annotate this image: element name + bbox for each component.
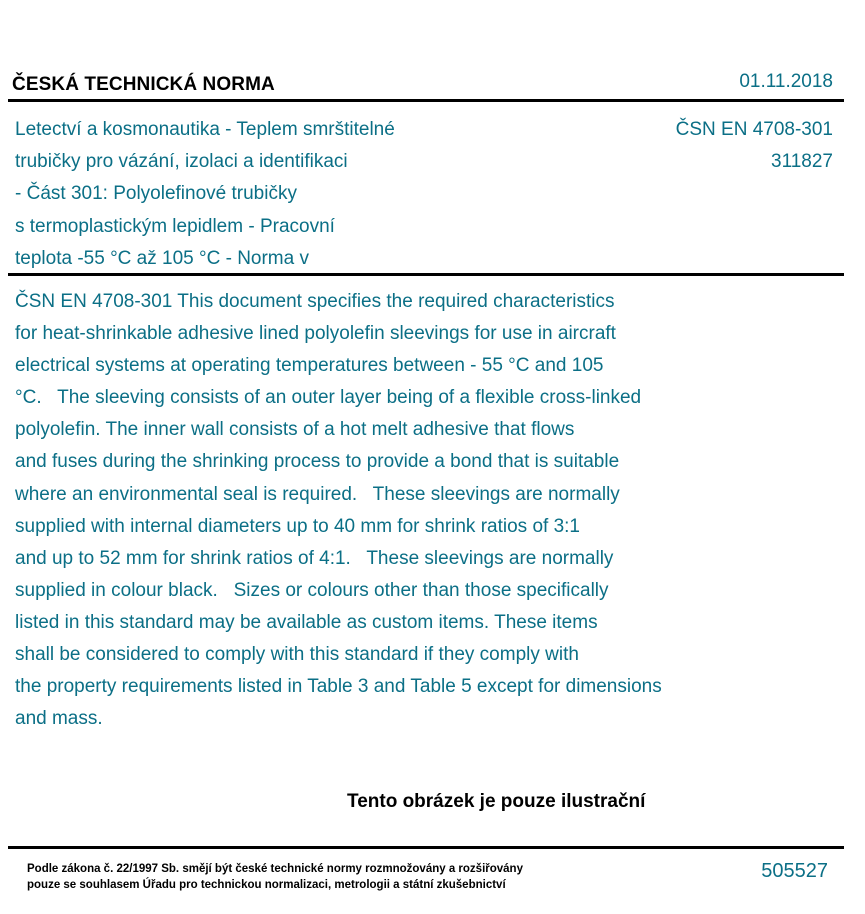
standard-title-line: teplota -55 °C až 105 °C - Norma v xyxy=(15,247,309,269)
legal-notice-line: Podle zákona č. 22/1997 Sb. smějí být české technické normy rozmnožovány a rozšiřovány xyxy=(27,863,523,875)
abstract-line: where an environmental seal is required. These sleevings are normally xyxy=(15,483,620,505)
abstract-line: and fuses during the shrinking process to provide a bond that is suitable xyxy=(15,451,620,473)
header-rule xyxy=(8,99,844,102)
abstract-line: polyolefin. The inner wall consists of a hot melt adhesive that flows xyxy=(15,419,575,441)
document-abstract xyxy=(15,286,662,735)
abstract-line: electrical systems at operating temperatures between - 55 °C and 105 xyxy=(15,355,604,377)
abstract-line: and mass. xyxy=(15,708,103,730)
standard-code: ČSN EN 4708-301 xyxy=(675,119,833,140)
abstract-line: shall be considered to comply with this standard if they comply with xyxy=(15,644,579,666)
abstract-line: the property requirements listed in Table 3 and Table 5 except for dimensions xyxy=(15,676,662,698)
publication-date: 01.11.2018 xyxy=(739,71,833,92)
document-id: 505527 xyxy=(761,860,828,882)
title-rule xyxy=(8,273,844,276)
standard-title-line: Letectví a kosmonautika - Teplem smrštitelné xyxy=(15,119,395,140)
legal-notice xyxy=(27,862,523,893)
abstract-line: ČSN EN 4708-301 This document specifies the required characteristics xyxy=(15,291,615,312)
standard-identifiers xyxy=(676,114,833,178)
norm-header-title: ČESKÁ TECHNICKÁ NORMA xyxy=(12,74,275,95)
abstract-line: supplied in colour black. Sizes or colours other than those specifically xyxy=(15,579,609,601)
legal-notice-line: pouze se souhlasem Úřadu pro technickou normalizaci, metrologii a státní zkušebnictví xyxy=(27,878,506,891)
abstract-line: and up to 52 mm for shrink ratios of 4:1. These sleevings are normally xyxy=(15,547,614,569)
abstract-line: listed in this standard may be available as custom items. These items xyxy=(15,611,598,633)
standard-title-line: trubičky pro vázání, izolaci a identifikaci xyxy=(15,151,348,173)
standard-title xyxy=(15,114,485,275)
abstract-line: for heat-shrinkable adhesive lined polyolefin sleevings for use in aircraft xyxy=(15,323,616,345)
abstract-line: supplied with internal diameters up to 40 mm for shrink ratios of 3:1 xyxy=(15,515,580,537)
illustrative-note: Tento obrázek je pouze ilustrační xyxy=(347,791,646,812)
footer-rule xyxy=(8,846,844,849)
standard-title-line: - Část 301: Polyolefinové trubičky xyxy=(15,183,297,205)
abstract-line: °C. The sleeving consists of an outer layer being of a flexible cross-linked xyxy=(15,387,642,409)
standard-title-line: s termoplastickým lepidlem - Pracovní xyxy=(15,215,335,237)
standard-number: 311827 xyxy=(771,151,833,173)
